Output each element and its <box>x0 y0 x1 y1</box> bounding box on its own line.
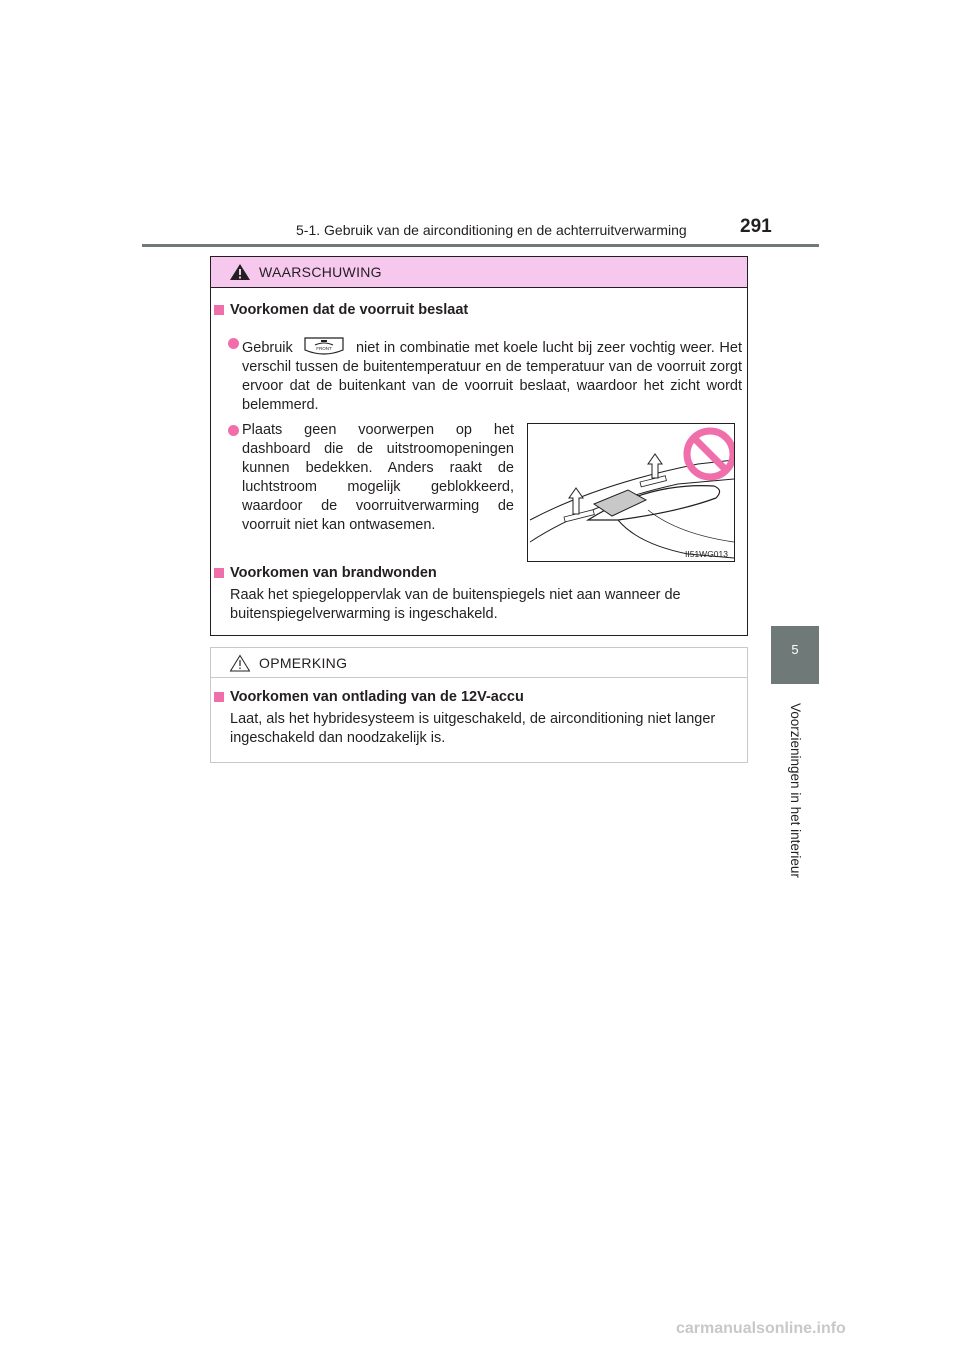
chapter-side-label: Voorzieningen in het interieur <box>788 702 803 878</box>
round-bullet-icon <box>228 338 239 349</box>
round-bullet-icon <box>228 425 239 436</box>
bullet-dashboard-objects-text: Plaats geen voorwerpen op het dashboard die de uitstroomopeningen kunnen bedekken. Anders raakt de luchtstroom mogelijk geblokkeerd, waardoor de voorruitverwarming de voorruit niet kan ontwasemen. <box>242 422 514 533</box>
watermark: carmanualsonline.info <box>676 1320 846 1337</box>
bullet-defog-usage-text: niet in combinatie met koele lucht bij zeer vochtig weer. Het verschil tussen de buitentemperatuur en de temperatuur van de voorruit zorgt ervoor dat de buitenkant van de voorruit beslaat, waardoor het zicht wordt belemmerd. <box>242 340 742 413</box>
notice-box <box>210 647 748 763</box>
warning-header <box>211 257 747 288</box>
section-title-defog <box>214 302 468 318</box>
section-title-battery-text: Voorkomen van ontlading van de 12V-accu <box>230 689 524 705</box>
square-bullet-icon <box>214 305 224 315</box>
front-button-label: FRONT <box>316 346 333 351</box>
figure-code: II51WG013 <box>685 549 728 559</box>
section-title-battery <box>214 689 524 705</box>
page-number: 291 <box>740 216 772 237</box>
dashboard-drawing <box>528 424 734 561</box>
page-header-title: 5-1. Gebruik van de airconditioning en de achterruitverwarming <box>296 222 687 238</box>
section-burns-text: Raak het spiegeloppervlak van de buitenspiegels niet aan wanneer de buitenspiegelverwarming is ingeschakeld. <box>230 587 681 622</box>
section-title-burns <box>214 565 437 581</box>
section-title-defog-text: Voorkomen dat de voorruit beslaat <box>230 302 469 318</box>
warning-box <box>210 256 748 636</box>
front-defroster-button-icon <box>303 334 345 358</box>
square-bullet-icon <box>214 692 224 702</box>
section-title-burns-text: Voorkomen van brandwonden <box>230 565 437 581</box>
bullet-dashboard-objects <box>242 421 514 535</box>
section-battery-text: Laat, als het hybridesysteem is uitgeschakeld, de airconditioning niet langer ingeschakeld dan noodzakelijk is. <box>230 711 716 746</box>
square-bullet-icon <box>214 568 224 578</box>
bullet-defog-usage-lead: Gebruik <box>242 340 293 356</box>
warning-heading: WAARSCHUWING <box>259 264 382 280</box>
dashboard-illustration <box>527 423 735 562</box>
caution-outline-triangle-icon <box>229 654 251 672</box>
notice-heading: OPMERKING <box>259 654 348 671</box>
chapter-tab: 5 <box>771 626 819 684</box>
notice-header <box>211 648 747 678</box>
bullet-defog-usage <box>242 334 742 415</box>
header-divider <box>142 244 819 247</box>
warning-triangle-icon <box>229 263 251 281</box>
